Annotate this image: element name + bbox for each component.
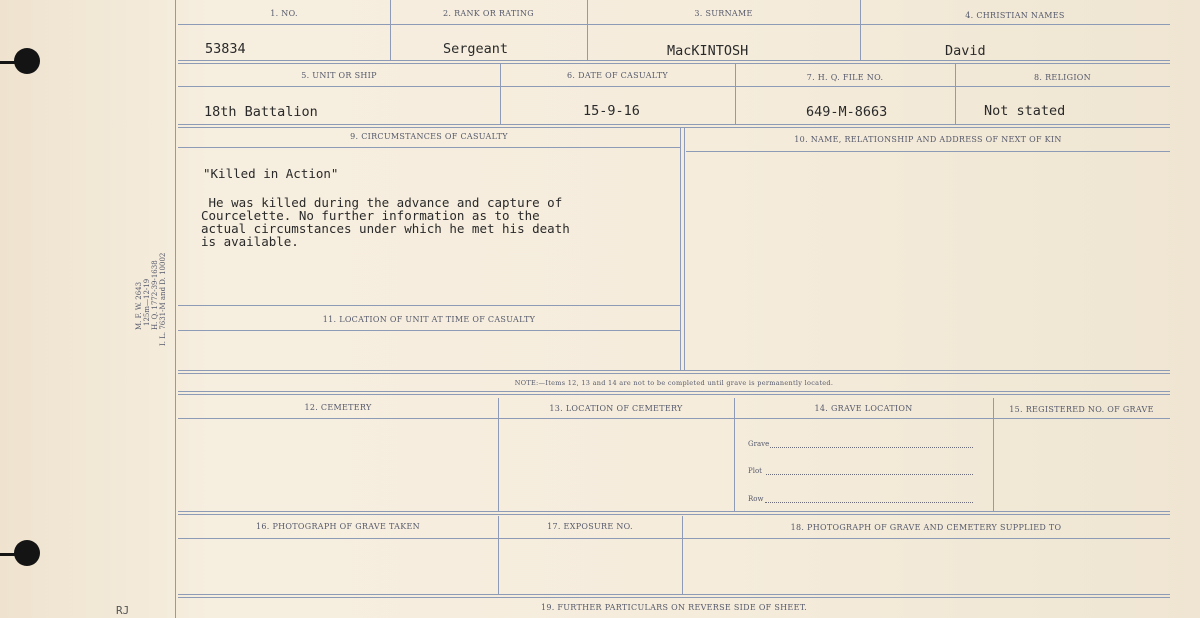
punch-hole-bottom — [14, 540, 40, 566]
grave-label: Grave — [748, 440, 770, 448]
header-photo-taken: 16. PHOTOGRAPH OF GRAVE TAKEN — [256, 522, 420, 531]
footer-further-particulars: 19. FURTHER PARTICULARS ON REVERSE SIDE OF SHEET. — [540, 603, 808, 612]
clerk-initials: RJ — [116, 604, 130, 617]
header-photo-supplied: 18. PHOTOGRAPH OF GRAVE AND CEMETERY SUPPLIED TO — [790, 523, 1062, 532]
header-hq-file: 7. H. Q. FILE NO. — [806, 73, 884, 82]
row2-bottom-rule — [178, 124, 1170, 125]
print-code-1: M. F. W. 2643 — [135, 281, 143, 330]
header-next-of-kin: 10. NAME, RELATIONSHIP AND ADDRESS OF NEXT OF KIN — [794, 135, 1062, 144]
header-unit: 5. UNIT OR SHIP — [301, 71, 377, 80]
row5-bottom-rule — [178, 594, 1170, 595]
left-margin-rule — [175, 0, 176, 618]
note-bottom-rule — [178, 391, 1170, 392]
header-location-unit: 11. LOCATION OF UNIT AT TIME OF CASUALTY — [322, 315, 536, 324]
grave-dots — [770, 447, 973, 448]
value-christian-names: David — [945, 43, 986, 59]
circumstances-title: "Killed in Action" — [203, 166, 339, 181]
header-christian-names: 4. CHRISTIAN NAMES — [965, 11, 1065, 20]
row4-bottom-rule — [178, 511, 1170, 512]
plot-dots — [766, 474, 973, 475]
row1-header-rule — [178, 24, 1170, 25]
row5-header-rule — [178, 538, 1170, 539]
row-label: Row — [748, 495, 764, 503]
value-date: 15-9-16 — [583, 103, 640, 119]
header-exposure: 17. EXPOSURE NO. — [547, 522, 633, 531]
print-code-4: I. L. 7631-M and D. 10002 — [159, 252, 167, 346]
value-no: 53834 — [205, 41, 246, 57]
print-code-3: H. Q. 1772-39-1638 — [151, 260, 159, 330]
header-date: 6. DATE OF CASUALTY — [567, 71, 668, 80]
circumstances-header-rule — [178, 147, 680, 148]
value-surname: MacKINTOSH — [667, 43, 749, 59]
row1-bottom-rule — [178, 60, 1170, 61]
note-text: NOTE:—Items 12, 13 and 14 are not to be completed until grave is permanently located. — [514, 379, 834, 387]
value-religion: Not stated — [984, 103, 1066, 119]
value-unit: 18th Battalion — [204, 104, 318, 120]
header-cemetery: 12. CEMETERY — [304, 403, 372, 412]
header-registered-no: 15. REGISTERED NO. OF GRAVE — [1009, 405, 1154, 414]
circumstances-body: He was killed during the advance and capture of Courcelette. No further information as to the actual circumstances under which he met his death is available. — [201, 195, 570, 249]
plot-label: Plot — [748, 467, 762, 475]
header-no: 1. NO. — [270, 9, 298, 18]
value-rank: Sergeant — [443, 41, 509, 57]
header-surname: 3. SURNAME — [694, 9, 753, 18]
print-code-2: 125m—12-19 — [143, 278, 151, 326]
header-religion: 8. RELIGION — [1034, 73, 1091, 82]
row3-bottom-rule — [178, 370, 1170, 371]
punch-hole-top — [14, 48, 40, 74]
row4-header-rule — [178, 418, 1170, 419]
header-grave-location: 14. GRAVE LOCATION — [814, 404, 913, 413]
header-circumstances: 9. CIRCUMSTANCES OF CASUALTY — [350, 132, 508, 141]
next-of-kin-header-rule — [686, 151, 1170, 152]
row-dots — [765, 502, 973, 503]
header-location-cemetery: 13. LOCATION OF CEMETERY — [549, 404, 683, 413]
value-hq-file: 649-M-8663 — [806, 104, 888, 120]
row2-header-rule — [178, 86, 1170, 87]
header-rank: 2. RANK OR RATING — [443, 9, 534, 18]
